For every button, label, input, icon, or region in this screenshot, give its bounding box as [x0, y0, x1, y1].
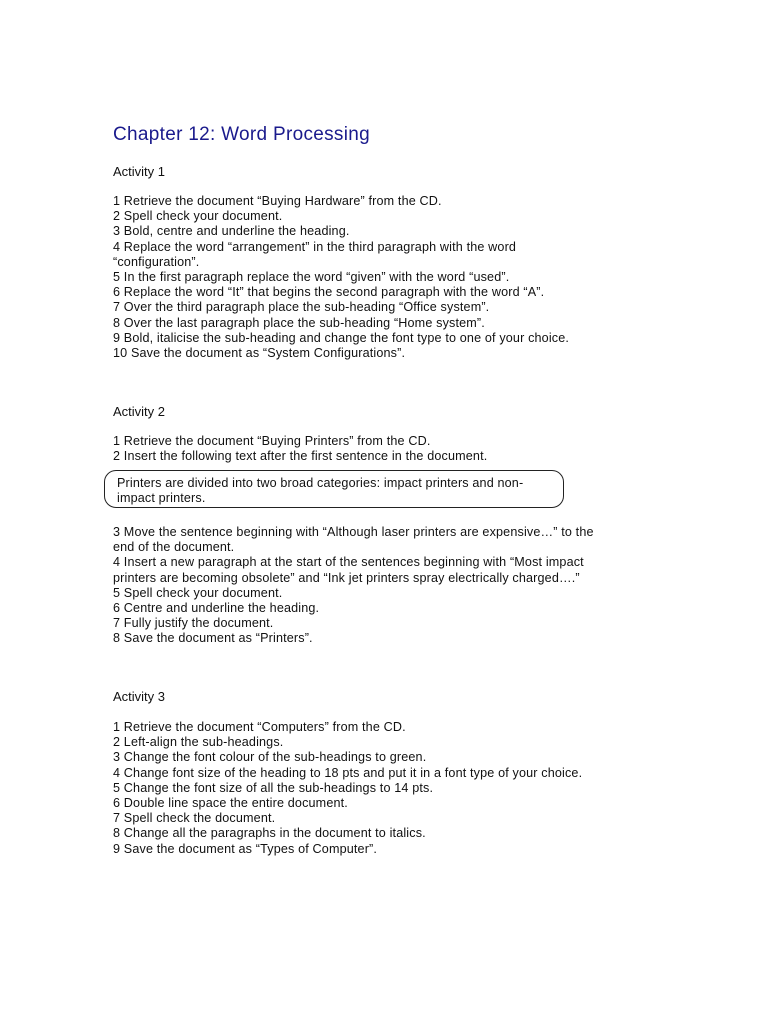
list-item: 4 Insert a new paragraph at the start of the sentences beginning with “Most impact — [113, 555, 584, 570]
activity-1-heading: Activity 1 — [113, 164, 166, 179]
list-item: 2 Insert the following text after the first sentence in the document. — [113, 449, 488, 464]
list-item: 8 Save the document as “Printers”. — [113, 631, 313, 646]
list-item: 6 Replace the word “It” that begins the second paragraph with the word “A”. — [113, 285, 545, 300]
list-item: 6 Centre and underline the heading. — [113, 601, 320, 616]
activity-2-steps-before — [113, 434, 643, 464]
list-item: 3 Move the sentence beginning with “Although laser printers are expensive…” to the — [113, 525, 594, 539]
list-item: 1 Retrieve the document “Buying Printers” from the CD. — [113, 434, 431, 448]
activity-3-steps — [113, 720, 643, 857]
list-item: 9 Save the document as “Types of Computer”. — [113, 841, 378, 856]
list-item: printers are becoming obsolete” and “Ink jet printers spray electrically charged….” — [113, 570, 580, 585]
activity-3-heading: Activity 3 — [113, 689, 166, 704]
list-item: 3 Bold, centre and underline the heading. — [113, 224, 350, 239]
list-item: 8 Change all the paragraphs in the document to italics. — [113, 826, 426, 841]
list-item: 10 Save the document as “System Configurations”. — [113, 346, 406, 361]
list-item: 1 Retrieve the document “Computers” from the CD. — [113, 720, 406, 734]
list-item: 5 Change the font size of all the sub-headings to 14 pts. — [113, 780, 434, 795]
list-item: 9 Bold, italicise the sub-heading and change the font type to one of your choice. — [113, 330, 570, 345]
list-item: 8 Over the last paragraph place the sub-heading “Home system”. — [113, 315, 485, 330]
list-item: 7 Over the third paragraph place the sub-heading “Office system”. — [113, 300, 490, 315]
list-item: 4 Change font size of the heading to 18 pts and put it in a font type of your choice. — [113, 765, 583, 780]
list-item: 5 Spell check your document. — [113, 585, 283, 600]
list-item: 2 Spell check your document. — [113, 209, 283, 224]
list-item: 7 Spell check the document. — [113, 811, 276, 826]
list-item: “configuration”. — [113, 254, 200, 269]
activity-1-steps — [113, 194, 643, 361]
list-item: 5 In the first paragraph replace the word “given” with the word “used”. — [113, 270, 510, 285]
list-item: 7 Fully justify the document. — [113, 616, 274, 631]
list-item: end of the document. — [113, 540, 235, 555]
list-item: 4 Replace the word “arrangement” in the third paragraph with the word — [113, 239, 517, 254]
list-item: 1 Retrieve the document “Buying Hardware” from the CD. — [113, 194, 442, 208]
chapter-title: Chapter 12: Word Processing — [113, 124, 370, 145]
list-item: 2 Left-align the sub-headings. — [113, 735, 284, 750]
inserted-text-box: Printers are divided into two broad categories: impact printers and non-impact printers. — [104, 470, 564, 508]
activity-2-heading: Activity 2 — [113, 404, 166, 419]
activity-2-steps-after — [113, 525, 643, 647]
list-item: 6 Double line space the entire document. — [113, 796, 348, 811]
list-item: 3 Change the font colour of the sub-headings to green. — [113, 750, 427, 765]
